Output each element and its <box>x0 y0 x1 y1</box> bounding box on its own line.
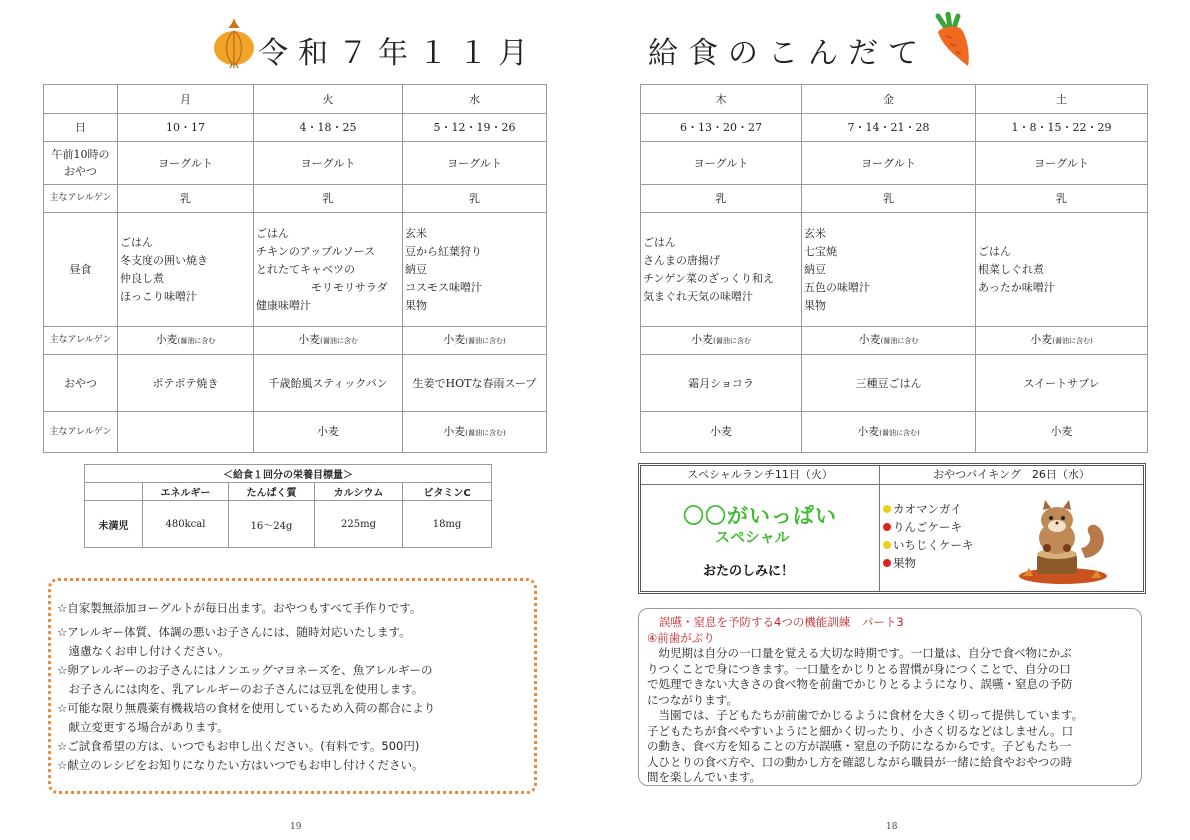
day-header: 月 <box>118 85 254 114</box>
allergen-main: 小麦 <box>443 333 466 346</box>
snack-cell: ポテポテ焼き <box>118 355 254 412</box>
day-header: 水 <box>403 85 547 114</box>
allergen-cell <box>403 412 547 453</box>
allergen-main: 小麦 <box>298 333 321 346</box>
allergen-main: 小麦 <box>691 333 714 346</box>
row-label-allergen: 主なアレルゲン <box>44 412 118 453</box>
allergen-cell <box>976 327 1148 355</box>
lunch-cell <box>118 213 254 327</box>
date-cell: 4・18・25 <box>254 114 403 142</box>
lunch-item: 仲良し煮 <box>120 271 164 285</box>
nutrition-row-label: 未満児 <box>85 501 143 548</box>
allergen-note: (醤油に含む) <box>465 428 506 437</box>
lunch-item: 冬支度の囲い焼き <box>120 253 208 267</box>
lunch-item: 納豆 <box>804 262 826 276</box>
training-line: 幼児期は自分の一口量を覚える大切な時期です。一口量は、自分で食べ物にかぶ <box>647 646 1072 660</box>
banner-subtitle: スペシャル <box>715 528 790 546</box>
day-header: 木 <box>641 85 802 114</box>
allergen-main: 小麦 <box>710 424 732 438</box>
lunch-item: 根菜しぐれ煮 <box>978 262 1044 276</box>
page-number-left: 19 <box>290 822 302 832</box>
note-line: ☆可能な限り無農薬有機栽培の食材を使用しているため入荷の都合により <box>57 701 436 715</box>
snack-list <box>883 500 974 572</box>
snack-list-item <box>883 518 974 536</box>
lunch-item: さんまの唐揚げ <box>643 253 720 267</box>
day-header: 火 <box>254 85 403 114</box>
snack-cell: 霜月ショコラ <box>641 355 802 412</box>
allergen-note: (醤油に含む) <box>465 337 506 345</box>
training-line: 人ひとりの食べ方や、口の動かし方を確認しながら職員が一緒に給食やおやつの時 <box>647 754 1073 769</box>
snack-cell: 生姜でHOTな春雨スープ <box>403 355 547 412</box>
row-label-allergen: 主なアレルゲン <box>44 185 118 213</box>
nutrition-value: 480kcal <box>143 501 229 548</box>
allergen-note: (醤油に含む) <box>1052 337 1093 345</box>
snack-cell: 三種豆ごはん <box>802 355 976 412</box>
allergen-cell <box>802 327 976 355</box>
allergen-cell <box>403 327 547 355</box>
note-line: ☆自家製無添加ヨーグルトが毎日出ます。おやつもすべて手作りです。 <box>57 601 422 615</box>
lunch-cell <box>976 213 1148 327</box>
row-label-lunch: 昼食 <box>44 213 118 327</box>
lunch-item: ほっこり味噌汁 <box>120 289 197 303</box>
page-title-left: 令和７年１１月 <box>258 36 538 71</box>
allergen-cell <box>118 412 254 453</box>
allergen-cell: 乳 <box>118 185 254 213</box>
training-article <box>638 608 1142 786</box>
lunch-item: ごはん <box>978 244 1011 258</box>
column-divider <box>879 484 880 591</box>
snack-item-label: 果物 <box>893 556 916 570</box>
nutrition-value: 18mg <box>403 501 492 548</box>
nutrition-title: ＜給食１回分の栄養目標量＞ <box>85 465 492 483</box>
nutrition-header: たんぱく質 <box>229 483 315 501</box>
lunch-item: 豆から紅葉狩り <box>405 244 482 258</box>
date-cell: 1・8・15・22・29 <box>976 114 1148 142</box>
lunch-cell <box>802 213 976 327</box>
lunch-cell <box>403 213 547 327</box>
snack-item-label: いちじくケーキ <box>893 538 974 552</box>
lunch-item: 玄米 <box>804 226 826 240</box>
allergen-note: (醤油に含む <box>177 337 216 345</box>
menu-table-right <box>640 84 1148 453</box>
lunch-item: コスモス味噌汁 <box>405 280 482 294</box>
row-label-allergen: 主なアレルゲン <box>44 327 118 355</box>
training-line: りつくことで身につきます。一口量をかじりとる習慣が身につくことで、自分の口 <box>647 661 1071 676</box>
am-snack-cell: ヨーグルト <box>802 142 976 185</box>
allergen-main: 小麦 <box>858 333 881 346</box>
allergen-cell: 乳 <box>254 185 403 213</box>
allergen-cell <box>254 412 403 453</box>
day-header: 金 <box>802 85 976 114</box>
lunch-item: 気まぐれ天気の味噌汁 <box>643 289 753 303</box>
lunch-cell <box>254 213 403 327</box>
snack-item-label: りんごケーキ <box>893 520 962 534</box>
lunch-item: チンゲン菜のざっくり和え <box>643 271 775 285</box>
row-label-date: 日 <box>44 114 118 142</box>
nutrition-header: カルシウム <box>315 483 403 501</box>
am-snack-cell: ヨーグルト <box>403 142 547 185</box>
lunch-item: ごはん <box>256 226 289 240</box>
nutrition-value: 16～24g <box>229 501 315 548</box>
day-header: 土 <box>976 85 1148 114</box>
page-title-right: 給食のこんだて <box>648 36 928 71</box>
date-cell: 5・12・19・26 <box>403 114 547 142</box>
allergen-cell <box>641 412 802 453</box>
nutrition-header: エネルギー <box>143 483 229 501</box>
snack-list-item <box>883 554 974 572</box>
snack-item-label: カオマンガイ <box>893 502 962 516</box>
allergen-note: (醤油に含む <box>320 337 358 345</box>
am-snack-cell: ヨーグルト <box>976 142 1148 185</box>
allergen-cell: 乳 <box>641 185 802 213</box>
allergen-main: 小麦 <box>155 333 178 346</box>
allergen-cell: 乳 <box>403 185 547 213</box>
lunch-cell <box>641 213 802 327</box>
lunch-item: 健康味噌汁 <box>256 298 311 312</box>
training-line: で処理できない大きさの食べ物を前歯でかじりとるようになり、誤嚥・窒息の予防 <box>647 677 1073 691</box>
snack-list-item <box>883 536 974 554</box>
lunch-item: とれたてキャベツの <box>256 262 355 276</box>
am-snack-cell: ヨーグルト <box>254 142 403 185</box>
note-line: お子さんには肉を、乳アレルギーのお子さんには豆乳を使用します。 <box>57 682 424 696</box>
special-lunch-header: スペシャルランチ11日（火） <box>641 466 880 485</box>
allergen-main: 小麦 <box>317 424 339 438</box>
lunch-item: 納豆 <box>405 262 427 276</box>
corner-cell <box>44 85 118 114</box>
banner-message: おたのしみに！ <box>703 564 795 579</box>
training-line: の動き、食べ方を知ることの方が誤嚥・窒息の予防になるからです。子どもたち一 <box>647 739 1072 753</box>
date-cell: 7・14・21・28 <box>802 114 976 142</box>
corner-cell <box>85 483 143 501</box>
row-label-am-snack <box>44 142 118 185</box>
lunch-item: ごはん <box>120 235 153 249</box>
onion-icon <box>210 16 258 68</box>
squirrel-illustration-icon <box>1013 498 1113 588</box>
allergen-main: 小麦 <box>1050 424 1073 438</box>
notes-box <box>48 578 537 794</box>
lunch-item: 玄米 <box>405 226 427 240</box>
note-line: 献立変更する場合があります。 <box>57 720 229 734</box>
row-label-snack: おやつ <box>44 355 118 412</box>
bullet-dot-icon <box>883 541 891 549</box>
note-line: 遠慮なくお申し付けください。 <box>57 644 230 658</box>
allergen-note: (醤油に含む <box>713 337 751 345</box>
am-snack-cell: ヨーグルト <box>118 142 254 185</box>
row-label-line: 午前10時の <box>51 148 110 161</box>
training-title: 誤嚥・窒息を予防する4つの機能訓練 パート3 <box>659 615 904 629</box>
allergen-cell <box>254 327 403 355</box>
training-subtitle: ④前歯がぶり <box>647 630 715 645</box>
allergen-cell <box>802 412 976 453</box>
page-number-right: 18 <box>886 822 898 832</box>
nutrition-value: 225mg <box>315 501 403 548</box>
training-line: 子どもたちが食べやすいようにと細かく切ったり、小さく切るなどはしません。口 <box>647 723 1074 738</box>
training-line: につながります。 <box>647 692 738 707</box>
row-label-line: おやつ <box>64 165 97 178</box>
bullet-dot-icon <box>883 505 891 513</box>
training-line: 当園では、子どもたちが前歯でかじるように食材を大きく切って提供しています。 <box>647 708 1084 722</box>
lunch-item: 五色の味噌汁 <box>804 280 870 294</box>
training-line: 間を楽しんでいます。 <box>647 770 762 784</box>
note-line: ☆献立のレシピをお知りになりたい方はいつでもお申し付けください。 <box>57 758 424 772</box>
allergen-cell <box>118 327 254 355</box>
lunch-item: 七宝焼 <box>804 244 837 258</box>
snack-cell: 千歳飴風スティックパン <box>254 355 403 412</box>
am-snack-cell: ヨーグルト <box>641 142 802 185</box>
note-line: ☆ご試食希望の方は、いつでもお申し出ください。(有料です。500円) <box>57 739 420 753</box>
note-line: ☆卵アレルギーのお子さんにはノンエッグマヨネーズを、魚アレルギーの <box>57 663 433 677</box>
lunch-item: あったか味噌汁 <box>978 280 1055 294</box>
lunch-item: チキンのアップルソース <box>256 244 376 258</box>
nutrition-header: ビタミンC <box>403 483 492 501</box>
menu-table-left <box>43 84 547 453</box>
date-cell: 6・13・20・27 <box>641 114 802 142</box>
carrot-icon <box>928 12 976 68</box>
allergen-main: 小麦 <box>1030 333 1053 346</box>
nutrition-table <box>84 464 492 548</box>
banner-title: 〇〇がいっぱい <box>683 504 837 528</box>
allergen-cell <box>641 327 802 355</box>
allergen-cell: 乳 <box>802 185 976 213</box>
lunch-item: モリモリサラダ <box>256 280 388 294</box>
date-cell: 10・17 <box>118 114 254 142</box>
lunch-item: 果物 <box>405 298 427 312</box>
snack-list-item <box>883 500 974 518</box>
allergen-main: 小麦 <box>857 424 880 438</box>
lunch-item: 果物 <box>804 298 826 312</box>
allergen-cell <box>976 412 1148 453</box>
snack-viking-header: おやつバイキング 26日（水） <box>880 466 1143 485</box>
bullet-dot-icon <box>883 523 891 531</box>
allergen-cell: 乳 <box>976 185 1148 213</box>
allergen-note: (醤油に含む) <box>879 428 920 437</box>
lunch-item: ごはん <box>643 235 676 249</box>
note-line: ☆アレルギー体質、体調の悪いお子さんには、随時対応いたします。 <box>57 625 411 639</box>
allergen-note: (醤油に含む <box>880 337 919 345</box>
special-events-box <box>638 463 1146 594</box>
bullet-dot-icon <box>883 559 891 567</box>
allergen-main: 小麦 <box>443 424 466 438</box>
snack-cell: スイートサブレ <box>976 355 1148 412</box>
